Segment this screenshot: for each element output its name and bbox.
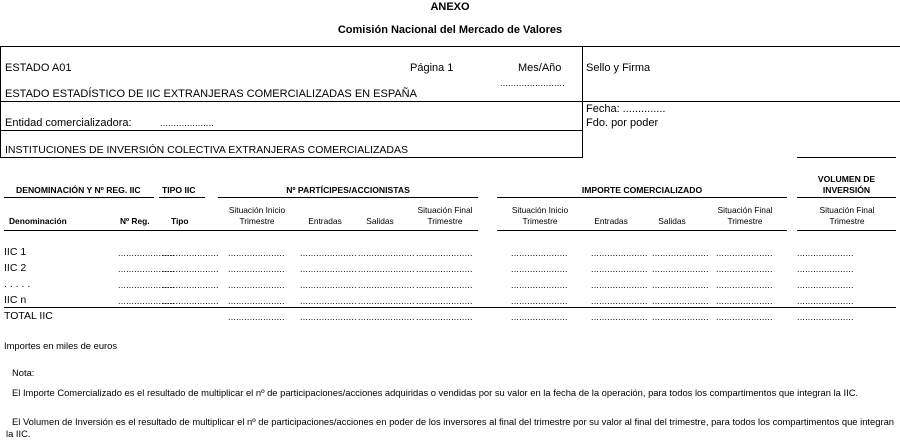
row-field[interactable]: .....................: [797, 248, 854, 258]
row-field[interactable]: .....................: [162, 264, 219, 274]
entidad-field[interactable]: ....................: [160, 118, 215, 128]
form-row-divider-2: [0, 130, 582, 131]
sub-tipo: Tipo: [171, 216, 189, 226]
row-field[interactable]: .....................: [511, 280, 568, 290]
anexo-heading: ANEXO: [430, 1, 470, 13]
fdo-por-poder-label: Fdo. por poder: [586, 117, 659, 129]
form-bottom-border: [0, 157, 582, 158]
nota-paragraph-1: El Importe Comercializado es el resultado de multiplicar el nº de participaciones/acciones adquiridas o vendidas por su valor en la fecha de la operación, para todos los compartimentos que integran la IIC.: [12, 387, 859, 398]
row-label: TOTAL IIC: [4, 310, 53, 322]
row-field[interactable]: .....................: [652, 280, 709, 290]
sub-p-sit-final: Situación Final Trimestre: [417, 205, 473, 226]
sub-i-sit-final: Situación Final Trimestre: [717, 205, 773, 226]
rule-sub-importe: [497, 230, 787, 231]
row-field[interactable]: .....................: [416, 312, 473, 322]
row-field[interactable]: .....................: [591, 312, 648, 322]
row-field[interactable]: .....................: [591, 280, 648, 290]
row-field[interactable]: .....................: [511, 264, 568, 274]
commission-heading: Comisión Nacional del Mercado de Valores: [337, 24, 563, 36]
row-field[interactable]: .....................: [162, 248, 219, 258]
sub-volumen-sit-final: Situación Final Trimestre: [819, 205, 875, 226]
row-field[interactable]: .....................: [162, 296, 219, 306]
sub-i-entradas: Entradas: [594, 216, 628, 226]
row-field[interactable]: .....................: [228, 296, 285, 306]
row-field[interactable]: .....................: [652, 312, 709, 322]
volumen-top-rule: [797, 157, 896, 158]
sub-p-sit-inicio: Situación Inicio Trimestre: [228, 205, 286, 226]
col-group-participes: Nº PARTÍCIPES/ACCIONISTAS: [286, 185, 410, 195]
row-label: IIC 2: [4, 262, 27, 274]
row-field[interactable]: .....................: [118, 248, 175, 258]
row-field[interactable]: .....................: [118, 296, 175, 306]
row-field[interactable]: .....................: [300, 248, 357, 258]
pagina-label: Página 1: [410, 62, 454, 74]
sub-nreg: Nº Reg.: [120, 216, 150, 226]
nota-paragraph-2: El Volumen de Inversión es el resultado de multiplicar el nº de participaciones/acciones en poder de los inversores al final del trimestre por su valor al final del trimestre, para todos los compartimentos que integran la IIC.: [6, 416, 895, 439]
row-field[interactable]: .....................: [300, 264, 357, 274]
row-field[interactable]: .....................: [591, 248, 648, 258]
row-field[interactable]: .....................: [797, 280, 854, 290]
row-field[interactable]: .....................: [300, 312, 357, 322]
sub-i-sit-inicio: Situación Inicio Trimestre: [511, 205, 569, 226]
sello-firma-label: Sello y Firma: [586, 62, 651, 74]
nota-label: Nota:: [12, 367, 35, 378]
row-field[interactable]: .....................: [797, 296, 854, 306]
row-field[interactable]: .....................: [228, 280, 285, 290]
row-field[interactable]: .....................: [716, 296, 773, 306]
mes-anio-field[interactable]: ........................: [500, 78, 565, 88]
row-field[interactable]: .....................: [797, 312, 854, 322]
row-field[interactable]: .....................: [716, 312, 773, 322]
form-vertical-divider: [582, 46, 583, 158]
col-group-importe: IMPORTE COMERCIALIZADO: [581, 185, 703, 195]
estado-label: ESTADO A01: [5, 62, 72, 74]
row-field[interactable]: .....................: [358, 296, 415, 306]
row-field[interactable]: .....................: [716, 264, 773, 274]
rule-denominacion: [4, 197, 154, 198]
row-label: IIC n: [4, 294, 27, 306]
rule-volumen: [797, 197, 896, 198]
row-field[interactable]: .....................: [162, 280, 219, 290]
form-left-border: [0, 46, 1, 158]
row-field[interactable]: .....................: [118, 264, 175, 274]
fecha-field[interactable]: Fecha: ..............: [586, 103, 666, 115]
sub-p-salidas: Salidas: [366, 216, 394, 226]
row-field[interactable]: .....................: [416, 264, 473, 274]
col-group-denominacion: DENOMINACIÓN Y Nº REG. IIC: [16, 185, 141, 195]
sub-p-entradas: Entradas: [308, 216, 342, 226]
rule-tipo: [159, 197, 205, 198]
row-field[interactable]: .....................: [416, 248, 473, 258]
rule-participes: [218, 197, 478, 198]
row-field[interactable]: .....................: [358, 312, 415, 322]
row-field[interactable]: .....................: [358, 280, 415, 290]
mes-anio-label: Mes/Año: [518, 62, 562, 74]
row-field[interactable]: .....................: [358, 248, 415, 258]
form-top-border: [0, 46, 900, 47]
row-field[interactable]: .....................: [228, 312, 285, 322]
row-field[interactable]: .....................: [797, 264, 854, 274]
row-field[interactable]: .....................: [416, 296, 473, 306]
importes-note: Importes en miles de euros: [4, 340, 118, 351]
col-group-tipo: TIPO IIC: [162, 185, 196, 195]
row-field[interactable]: .....................: [300, 296, 357, 306]
row-field[interactable]: .....................: [652, 248, 709, 258]
sub-denominacion: Denominación: [9, 216, 67, 226]
row-field[interactable]: .....................: [416, 280, 473, 290]
rule-sub-volumen: [797, 230, 896, 231]
row-field[interactable]: .....................: [511, 248, 568, 258]
row-field[interactable]: .....................: [716, 248, 773, 258]
row-field[interactable]: .....................: [652, 264, 709, 274]
entidad-label: Entidad comercializadora:: [5, 117, 132, 129]
estado-title: ESTADO ESTADÍSTICO DE IIC EXTRANJERAS COMERCIALIZADAS EN ESPAÑA: [5, 88, 417, 100]
row-field[interactable]: .....................: [228, 264, 285, 274]
form-row-divider-1: [0, 101, 900, 102]
row-field[interactable]: .....................: [228, 248, 285, 258]
row-label: . . . . .: [4, 278, 31, 290]
row-label: IIC 1: [4, 246, 27, 258]
total-separator: [4, 307, 896, 308]
col-group-volumen-line2: INVERSIÓN: [822, 185, 871, 195]
row-field[interactable]: .....................: [716, 280, 773, 290]
row-field[interactable]: .....................: [511, 296, 568, 306]
col-group-volumen-line1: VOLUMEN DE: [817, 174, 876, 184]
row-field[interactable]: .....................: [591, 296, 648, 306]
row-field[interactable]: .....................: [591, 264, 648, 274]
instituciones-heading: INSTITUCIONES DE INVERSIÓN COLECTIVA EXTRANJERAS COMERCIALIZADAS: [5, 144, 408, 156]
row-field[interactable]: .....................: [118, 280, 175, 290]
rule-sub-left: [4, 230, 478, 231]
row-field[interactable]: .....................: [511, 312, 568, 322]
row-field[interactable]: .....................: [300, 280, 357, 290]
row-field[interactable]: .....................: [652, 296, 709, 306]
row-field[interactable]: .....................: [358, 264, 415, 274]
rule-importe: [497, 197, 787, 198]
sub-i-salidas: Salidas: [658, 216, 686, 226]
